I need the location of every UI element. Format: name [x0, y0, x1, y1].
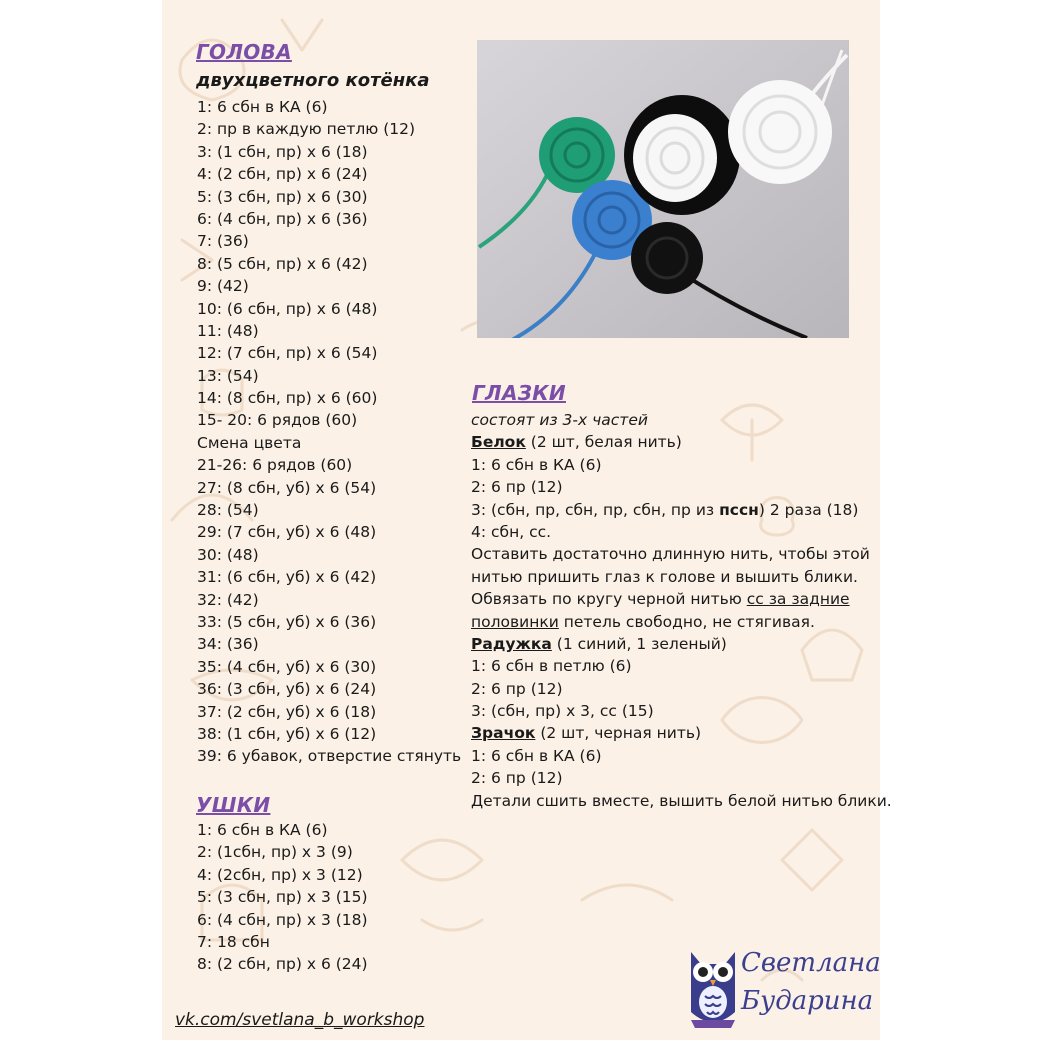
white-row3-text: 3: (сбн, пр, сбн, пр, сбн, пр из: [471, 500, 720, 519]
iris-row: 1: 6 сбн в петлю (6): [471, 657, 632, 676]
pattern-row: 2: (1сбн, пр) х 3 (9): [197, 843, 353, 862]
eyes-section: [471, 409, 892, 812]
pattern-row: 38: (1 сбн, уб) х 6 (12): [197, 724, 377, 743]
white-row: 4: сбн, сс.: [471, 522, 552, 541]
author-logo: [683, 942, 881, 1032]
iris-header: [471, 633, 892, 655]
note-line: [471, 588, 892, 610]
pattern-row: 37: (2 сбн, уб) х 6 (18): [197, 702, 377, 721]
pattern-row: 14: (8 сбн, пр) х 6 (60): [197, 389, 378, 408]
note-line: Оставить достаточно длинную нить, чтобы этой: [471, 545, 870, 564]
pupil-note: (2 шт, черная нить): [535, 724, 702, 743]
pupil-row: 2: 6 пр (12): [471, 769, 563, 788]
white-note: (2 шт, белая нить): [525, 433, 682, 452]
pattern-row: 5: (3 сбн, пр) х 6 (30): [197, 187, 368, 206]
head-subtitle: двухцветного котёнка: [196, 70, 430, 91]
final-note: Детали сшить вместе, вышить белой нитью блики.: [471, 791, 892, 810]
pattern-row: 32: (42): [197, 590, 259, 609]
note3-underlined: сс за задние: [746, 590, 850, 609]
pattern-row: 8: (2 сбн, пр) х 6 (24): [197, 955, 368, 974]
signature-line1: Светлана: [741, 948, 881, 978]
pattern-row: 30: (48): [197, 545, 259, 564]
pupil-row: 1: 6 сбн в КА (6): [471, 746, 602, 765]
pattern-row: 10: (6 сбн, пр) х 6 (48): [197, 299, 378, 318]
pattern-row: 21-26: 6 рядов (60): [197, 456, 353, 475]
pattern-row: 31: (6 сбн, уб) х 6 (42): [197, 568, 377, 587]
ears-rows-list: [197, 819, 368, 976]
white-row3-bold: пссн: [719, 500, 759, 519]
white-label: Белок: [471, 433, 526, 452]
pattern-row: 39: 6 убавок, отверстие стянуть: [197, 747, 462, 766]
white-row: 1: 6 сбн в КА (6): [471, 455, 602, 474]
pupil-header: [471, 722, 892, 744]
iris-label: Радужка: [471, 634, 552, 653]
pupil-label: Зрачок: [471, 724, 536, 743]
pattern-row: 4: (2 сбн, пр) х 6 (24): [197, 165, 368, 184]
white-row3-end: ) 2 раза (18): [758, 500, 859, 519]
note4-underlined: половинки: [471, 612, 559, 631]
note-line: [471, 611, 892, 633]
pattern-row: 29: (7 сбн, уб) х 6 (48): [197, 523, 377, 542]
pattern-row: 1: 6 сбн в КА (6): [197, 821, 328, 839]
pattern-row: 6: (4 сбн, пр) х 3 (18): [197, 910, 368, 929]
note4-text: петель свободно, не стягивая.: [558, 612, 815, 631]
pattern-row: 35: (4 сбн, уб) х 6 (30): [197, 657, 377, 676]
pattern-row: 3: (1 сбн, пр) х 6 (18): [197, 142, 368, 161]
signature-line2: Бударина: [741, 986, 874, 1016]
pattern-row: 15- 20: 6 рядов (60): [197, 411, 358, 430]
pattern-row: 9: (42): [197, 277, 249, 296]
eyes-intro: состоят из 3-х частей: [471, 411, 648, 429]
owl-icon: [683, 942, 743, 1032]
pattern-row: 7: 18 сбн: [197, 932, 270, 951]
pattern-row: 11: (48): [197, 321, 259, 340]
head-title: ГОЛОВА: [196, 40, 292, 64]
pattern-row: 33: (5 сбн, уб) х 6 (36): [197, 612, 377, 631]
head-rows-list: [197, 96, 461, 768]
white-row: 2: 6 пр (12): [471, 478, 563, 497]
white-row: [471, 499, 892, 521]
white-header: [471, 431, 892, 453]
pattern-row: 2: пр в каждую петлю (12): [197, 120, 416, 139]
pattern-row: 34: (36): [197, 635, 259, 654]
pattern-row: 36: (3 сбн, уб) х 6 (24): [197, 680, 377, 699]
pattern-row: 8: (5 сбн, пр) х 6 (42): [197, 254, 368, 273]
pattern-row: 7: (36): [197, 232, 249, 251]
iris-row: 2: 6 пр (12): [471, 679, 563, 698]
vk-link[interactable]: vk.com/svetlana_b_workshop: [175, 1010, 425, 1030]
ears-title: УШКИ: [196, 793, 271, 817]
note3-text: Обвязать по кругу черной нитью: [471, 590, 747, 609]
pattern-row: 6: (4 сбн, пр) х 6 (36): [197, 209, 368, 228]
pattern-row: 13: (54): [197, 366, 259, 385]
pattern-row: 12: (7 сбн, пр) х 6 (54): [197, 344, 378, 363]
pattern-row: 1: 6 сбн в КА (6): [197, 98, 328, 116]
iris-note: (1 синий, 1 зеленый): [551, 634, 727, 653]
pattern-row: 4: (2сбн, пр) х 3 (12): [197, 865, 363, 884]
eyes-title: ГЛАЗКИ: [472, 381, 566, 405]
iris-row: 3: (сбн, пр) х 3, сс (15): [471, 702, 654, 721]
pattern-row: Смена цвета: [197, 433, 302, 452]
pattern-row: 5: (3 сбн, пр) х 3 (15): [197, 888, 368, 907]
note-line: нитью пришить глаз к голове и вышить блики.: [471, 567, 858, 586]
pattern-row: 27: (8 сбн, уб) х 6 (54): [197, 478, 377, 497]
pattern-row: 28: (54): [197, 501, 259, 520]
eyes-photo: [477, 40, 849, 338]
